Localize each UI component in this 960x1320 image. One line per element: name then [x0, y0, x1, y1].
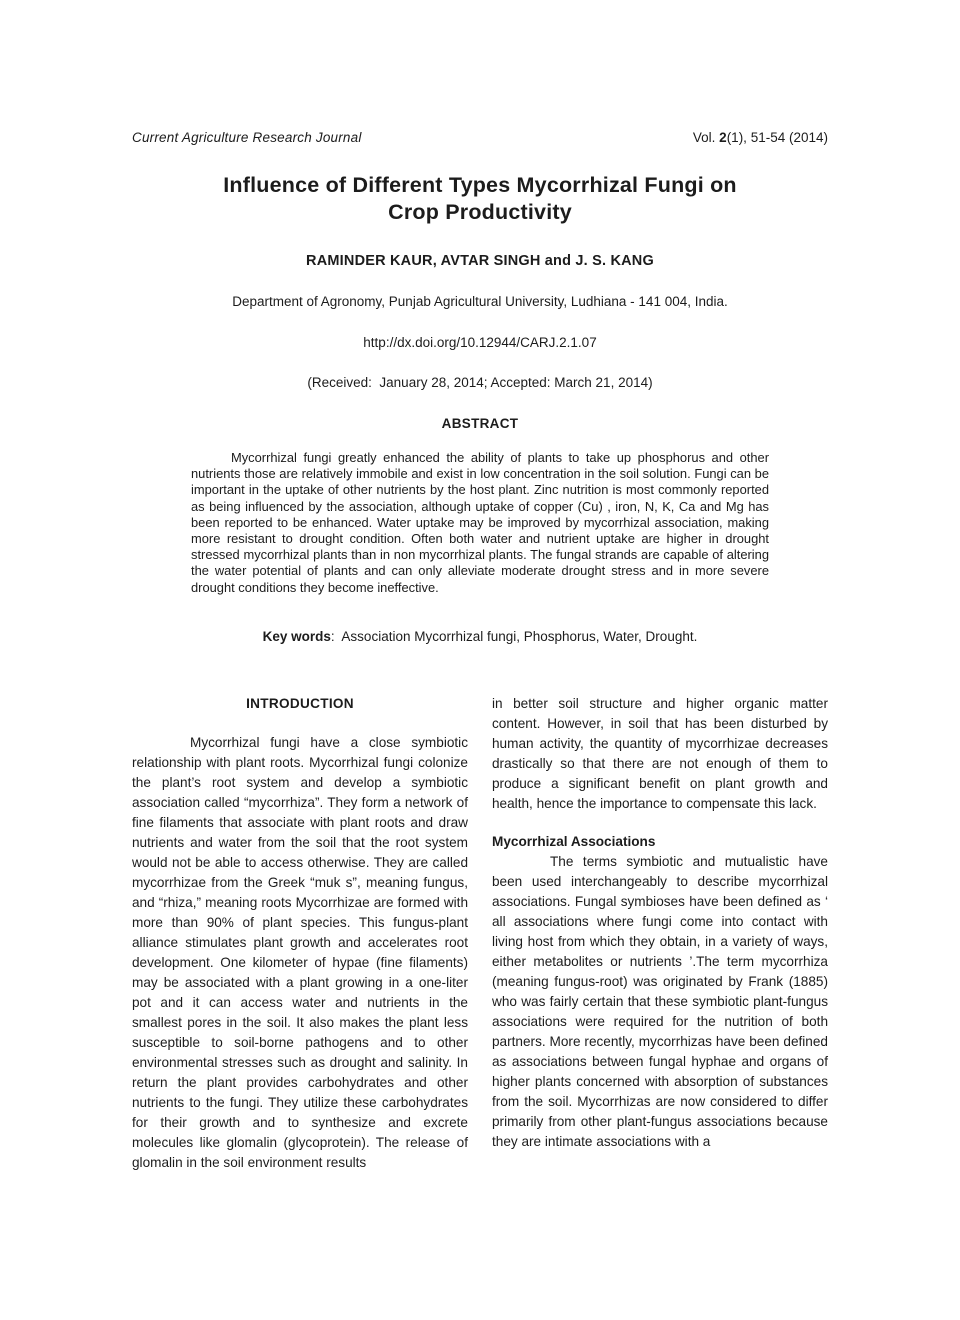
column-left: [132, 694, 468, 1173]
keywords: [132, 629, 828, 644]
continuation-paragraph: in better soil structure and higher organic matter content. However, in soil that has been disturbed by human activity, the quantity of mycorrhizae decreases drastically so that there are not enough of them to produce a significant benefit on plant growth and health, hence the importance to compensate this lack.: [492, 695, 828, 811]
associations-heading: Mycorrhizal Associations: [492, 833, 656, 849]
affiliation: Department of Agronomy, Punjab Agricultural University, Ludhiana - 141 004, India.: [232, 294, 728, 309]
volume-number: 2: [719, 130, 727, 145]
keywords-text: : Association Mycorrhizal fungi, Phosphorus, Water, Drought.: [330, 628, 698, 644]
introduction-heading: INTRODUCTION: [246, 695, 354, 711]
authors: RAMINDER KAUR, AVTAR SINGH and J. S. KANG: [306, 253, 654, 269]
associations-paragraph: The terms symbiotic and mutualistic have been used interchangeably to describe mycorrhizal associations. Fungal symbioses have been defined as ‘ all associations where fungi come into contact with living host from which they obtain, in a variety of ways, either metabolites or nutrients ’.The term mycorrhiza (meaning fungus-root) was originated by Frank (1885) who was fairly certain that these symbiotic plant-fungus associations were required for the nutrition of both partners. More recently, mycorrhizas have been defined as associations between fungal hyphae and organs of higher plants concerned with absorption of substances from the soil. Mycorrhizas are now considered to differ primarily from other plant-fungus associations because they are intimate associations with a: [492, 853, 828, 1149]
doi-link: http://dx.doi.org/10.12944/CARJ.2.1.07: [363, 335, 597, 350]
keywords-label: Key words: [262, 628, 331, 644]
received-dates: (Received: January 28, 2014; Accepted: March 21, 2014): [307, 375, 653, 390]
volume-info: [693, 130, 828, 145]
volume-rest: (1), 51-54 (2014): [726, 130, 828, 145]
paper-title-line2: Crop Productivity: [388, 200, 572, 224]
abstract-text: Mycorrhizal fungi greatly enhanced the ability of plants to take up phosphorus and other nutrients those are relatively immobile and exist in low concentration in the soil solution. Fungi can be important in the uptake of other nutrients by the host plant. Zinc nutrition is most commonly reported as being influenced by the association, although uptake of copper (Cu) , iron, N, K, Ca and Mg has been reported to be enhanced. Water uptake may be improved by mycorrhizal association, making more resistant to drought condition. Often both water and nutrient uptake are higher in drought stressed mycorrhizal plants than in non mycorrhizal plants. The fungal strands are capable of altering the water potential of plants and can only alleviate moderate drought stress and in more severe drought conditions they become ineffective.: [191, 450, 769, 595]
journal-name: Current Agriculture Research Journal: [132, 130, 362, 145]
paper-title-line1: Influence of Different Types Mycorrhizal Fungi on: [223, 173, 737, 197]
abstract-heading: ABSTRACT: [441, 416, 519, 431]
running-head: [132, 130, 828, 145]
introduction-paragraph: Mycorrhizal fungi have a close symbiotic relationship with plant roots. Mycorrhizal fungi colonize the plant’s root system and develop a symbiotic association called “mycorrhiza”. They form a network of fine filaments that associate with plant roots and draw nutrients and water from the soil that the root system would not be able to access otherwise. They are called mycorrhizae from the Greek “muk s”, meaning fungus, and “rhiza,” meaning roots Mycorrhizae are formed with more than 90% of plant species. This fungus-plant alliance stimulates plant growth and accelerates root development. One kilometer of hypae (fine filaments) may be associated with a plant growing in a one-liter pot and it can access water and nutrients in the smallest pores in the soil. It also makes the plant less susceptible to soil-borne pathogens and to other environmental stresses such as drought and salinity. In return the plant provides carbohydrates and other nutrients to the fungi. They utilize these carbohydrates for their growth and to synthesize and excrete molecules like glomalin (glycoprotein). The release of glomalin in the soil environment results: [132, 734, 468, 1170]
body-columns: [132, 694, 828, 1173]
column-right: [492, 694, 828, 1173]
paper-title: [132, 172, 828, 226]
volume-prefix: Vol.: [692, 130, 720, 145]
